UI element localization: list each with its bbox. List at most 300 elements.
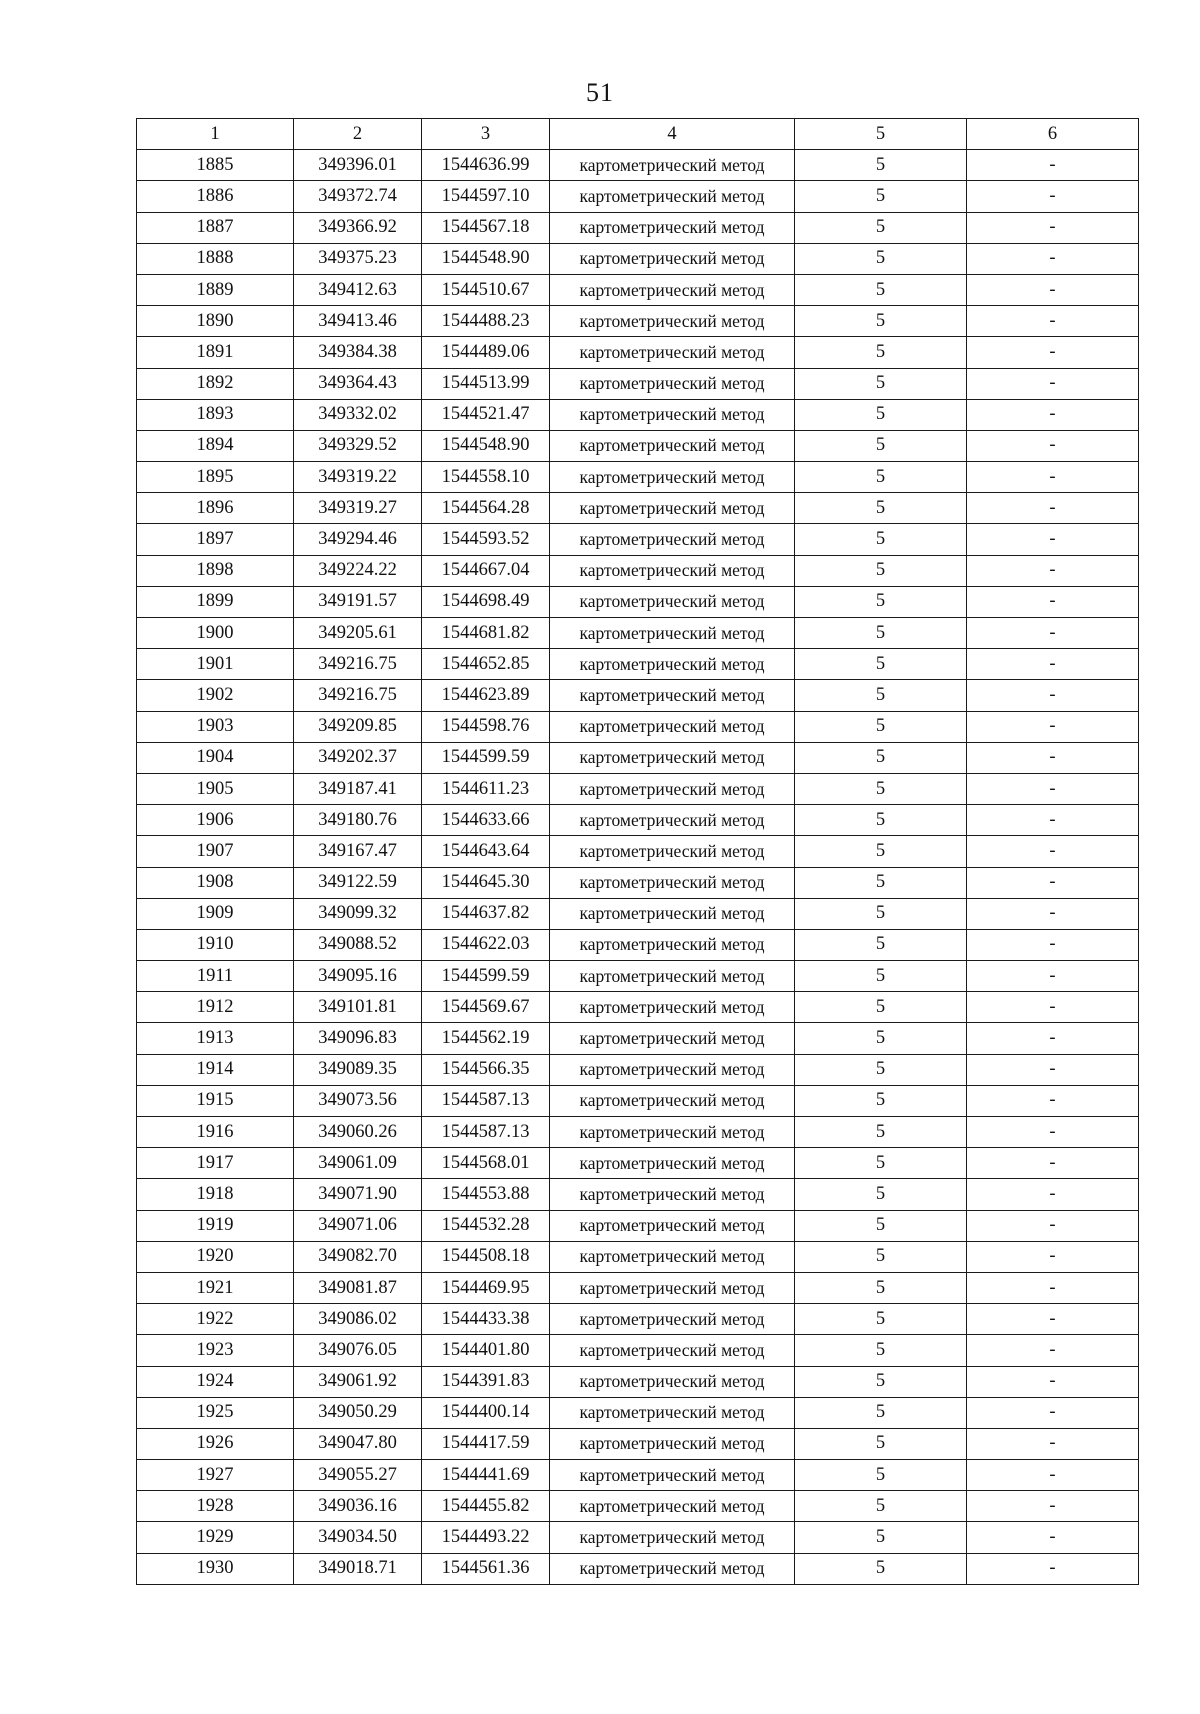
y-coordinate-cell: 1544587.13	[422, 1085, 550, 1116]
method-cell: картометрический метод	[550, 961, 795, 992]
accuracy-cell: 5	[795, 181, 967, 212]
x-coordinate-cell: 349086.02	[294, 1304, 422, 1335]
accuracy-cell: 5	[795, 337, 967, 368]
table-row	[137, 1397, 1139, 1428]
method-cell: картометрический метод	[550, 618, 795, 649]
point-number-cell: 1895	[137, 462, 294, 493]
y-coordinate-cell: 1544400.14	[422, 1397, 550, 1428]
accuracy-cell: 5	[795, 618, 967, 649]
point-number-cell: 1896	[137, 493, 294, 524]
accuracy-cell: 5	[795, 1241, 967, 1272]
accuracy-cell: 5	[795, 1335, 967, 1366]
method-cell: картометрический метод	[550, 524, 795, 555]
method-cell: картометрический метод	[550, 1179, 795, 1210]
method-cell: картометрический метод	[550, 555, 795, 586]
method-cell: картометрический метод	[550, 243, 795, 274]
page-number: 51	[586, 78, 614, 107]
table-row	[137, 649, 1139, 680]
y-coordinate-cell: 1544645.30	[422, 867, 550, 898]
point-number-cell: 1899	[137, 586, 294, 617]
y-coordinate-cell: 1544513.99	[422, 368, 550, 399]
x-coordinate-cell: 349205.61	[294, 618, 422, 649]
y-coordinate-cell: 1544433.38	[422, 1304, 550, 1335]
method-cell: картометрический метод	[550, 929, 795, 960]
table-row	[137, 992, 1139, 1023]
note-cell: -	[967, 555, 1139, 586]
y-coordinate-cell: 1544510.67	[422, 274, 550, 305]
point-number-cell: 1887	[137, 212, 294, 243]
x-coordinate-cell: 349167.47	[294, 836, 422, 867]
table-row	[137, 1117, 1139, 1148]
y-coordinate-cell: 1544488.23	[422, 306, 550, 337]
accuracy-cell: 5	[795, 867, 967, 898]
accuracy-cell: 5	[795, 773, 967, 804]
x-coordinate-cell: 349047.80	[294, 1428, 422, 1459]
accuracy-cell: 5	[795, 1179, 967, 1210]
method-cell: картометрический метод	[550, 1335, 795, 1366]
x-coordinate-cell: 349071.06	[294, 1210, 422, 1241]
point-number-cell: 1903	[137, 711, 294, 742]
method-cell: картометрический метод	[550, 493, 795, 524]
method-cell: картометрический метод	[550, 711, 795, 742]
note-cell: -	[967, 1397, 1139, 1428]
accuracy-cell: 5	[795, 1023, 967, 1054]
table-row	[137, 898, 1139, 929]
y-coordinate-cell: 1544636.99	[422, 150, 550, 181]
method-cell: картометрический метод	[550, 773, 795, 804]
x-coordinate-cell: 349384.38	[294, 337, 422, 368]
y-coordinate-cell: 1544598.76	[422, 711, 550, 742]
table-row	[137, 1085, 1139, 1116]
note-cell: -	[967, 1241, 1139, 1272]
accuracy-cell: 5	[795, 1366, 967, 1397]
table-row	[137, 306, 1139, 337]
method-cell: картометрический метод	[550, 1023, 795, 1054]
x-coordinate-cell: 349191.57	[294, 586, 422, 617]
x-coordinate-cell: 349088.52	[294, 929, 422, 960]
accuracy-cell: 5	[795, 836, 967, 867]
note-cell: -	[967, 1428, 1139, 1459]
y-coordinate-cell: 1544561.36	[422, 1553, 550, 1584]
point-number-cell: 1924	[137, 1366, 294, 1397]
point-number-cell: 1929	[137, 1522, 294, 1553]
note-cell: -	[967, 1335, 1139, 1366]
method-cell: картометрический метод	[550, 368, 795, 399]
table-row	[137, 1553, 1139, 1584]
method-cell: картометрический метод	[550, 1148, 795, 1179]
x-coordinate-cell: 349329.52	[294, 430, 422, 461]
y-coordinate-cell: 1544597.10	[422, 181, 550, 212]
y-coordinate-cell: 1544567.18	[422, 212, 550, 243]
x-coordinate-cell: 349180.76	[294, 805, 422, 836]
method-cell: картометрический метод	[550, 462, 795, 493]
method-cell: картометрический метод	[550, 150, 795, 181]
x-coordinate-cell: 349082.70	[294, 1241, 422, 1272]
y-coordinate-cell: 1544469.95	[422, 1272, 550, 1303]
point-number-cell: 1913	[137, 1023, 294, 1054]
y-coordinate-cell: 1544667.04	[422, 555, 550, 586]
method-cell: картометрический метод	[550, 1085, 795, 1116]
point-number-cell: 1898	[137, 555, 294, 586]
header-cell-col1: 1	[137, 119, 294, 150]
x-coordinate-cell: 349060.26	[294, 1117, 422, 1148]
accuracy-cell: 5	[795, 1491, 967, 1522]
accuracy-cell: 5	[795, 1522, 967, 1553]
table-row	[137, 368, 1139, 399]
method-cell: картометрический метод	[550, 1522, 795, 1553]
x-coordinate-cell: 349294.46	[294, 524, 422, 555]
note-cell: -	[967, 274, 1139, 305]
y-coordinate-cell: 1544698.49	[422, 586, 550, 617]
header-cell-col5: 5	[795, 119, 967, 150]
note-cell: -	[967, 649, 1139, 680]
accuracy-cell: 5	[795, 929, 967, 960]
y-coordinate-cell: 1544568.01	[422, 1148, 550, 1179]
y-coordinate-cell: 1544623.89	[422, 680, 550, 711]
note-cell: -	[967, 929, 1139, 960]
x-coordinate-cell: 349034.50	[294, 1522, 422, 1553]
x-coordinate-cell: 349366.92	[294, 212, 422, 243]
note-cell: -	[967, 1054, 1139, 1085]
method-cell: картометрический метод	[550, 1428, 795, 1459]
point-number-cell: 1927	[137, 1460, 294, 1491]
x-coordinate-cell: 349413.46	[294, 306, 422, 337]
accuracy-cell: 5	[795, 1085, 967, 1116]
accuracy-cell: 5	[795, 1054, 967, 1085]
point-number-cell: 1914	[137, 1054, 294, 1085]
point-number-cell: 1930	[137, 1553, 294, 1584]
method-cell: картометрический метод	[550, 1117, 795, 1148]
y-coordinate-cell: 1544493.22	[422, 1522, 550, 1553]
accuracy-cell: 5	[795, 430, 967, 461]
table-row	[137, 929, 1139, 960]
point-number-cell: 1906	[137, 805, 294, 836]
y-coordinate-cell: 1544681.82	[422, 618, 550, 649]
point-number-cell: 1905	[137, 773, 294, 804]
x-coordinate-cell: 349061.09	[294, 1148, 422, 1179]
point-number-cell: 1893	[137, 399, 294, 430]
y-coordinate-cell: 1544622.03	[422, 929, 550, 960]
y-coordinate-cell: 1544562.19	[422, 1023, 550, 1054]
accuracy-cell: 5	[795, 150, 967, 181]
table-row	[137, 524, 1139, 555]
method-cell: картометрический метод	[550, 181, 795, 212]
note-cell: -	[967, 399, 1139, 430]
x-coordinate-cell: 349073.56	[294, 1085, 422, 1116]
point-number-cell: 1885	[137, 150, 294, 181]
note-cell: -	[967, 368, 1139, 399]
note-cell: -	[967, 493, 1139, 524]
method-cell: картометрический метод	[550, 337, 795, 368]
table-row	[137, 1522, 1139, 1553]
y-coordinate-cell: 1544391.83	[422, 1366, 550, 1397]
accuracy-cell: 5	[795, 1553, 967, 1584]
note-cell: -	[967, 1210, 1139, 1241]
header-cell-col2: 2	[294, 119, 422, 150]
accuracy-cell: 5	[795, 368, 967, 399]
table-row	[137, 399, 1139, 430]
point-number-cell: 1909	[137, 898, 294, 929]
table-row	[137, 1210, 1139, 1241]
x-coordinate-cell: 349209.85	[294, 711, 422, 742]
x-coordinate-cell: 349319.27	[294, 493, 422, 524]
method-cell: картометрический метод	[550, 1241, 795, 1272]
point-number-cell: 1926	[137, 1428, 294, 1459]
note-cell: -	[967, 773, 1139, 804]
note-cell: -	[967, 1272, 1139, 1303]
method-cell: картометрический метод	[550, 898, 795, 929]
table-row	[137, 586, 1139, 617]
point-number-cell: 1889	[137, 274, 294, 305]
accuracy-cell: 5	[795, 1460, 967, 1491]
accuracy-cell: 5	[795, 462, 967, 493]
y-coordinate-cell: 1544548.90	[422, 243, 550, 274]
y-coordinate-cell: 1544548.90	[422, 430, 550, 461]
point-number-cell: 1900	[137, 618, 294, 649]
table-row	[137, 1179, 1139, 1210]
y-coordinate-cell: 1544508.18	[422, 1241, 550, 1272]
point-number-cell: 1928	[137, 1491, 294, 1522]
table-row	[137, 1460, 1139, 1491]
table-row	[137, 836, 1139, 867]
y-coordinate-cell: 1544643.64	[422, 836, 550, 867]
table-row	[137, 243, 1139, 274]
table-row	[137, 430, 1139, 461]
y-coordinate-cell: 1544417.59	[422, 1428, 550, 1459]
note-cell: -	[967, 1117, 1139, 1148]
note-cell: -	[967, 711, 1139, 742]
note-cell: -	[967, 150, 1139, 181]
x-coordinate-cell: 349122.59	[294, 867, 422, 898]
x-coordinate-cell: 349089.35	[294, 1054, 422, 1085]
note-cell: -	[967, 337, 1139, 368]
point-number-cell: 1904	[137, 742, 294, 773]
note-cell: -	[967, 680, 1139, 711]
y-coordinate-cell: 1544599.59	[422, 742, 550, 773]
method-cell: картометрический метод	[550, 805, 795, 836]
y-coordinate-cell: 1544521.47	[422, 399, 550, 430]
x-coordinate-cell: 349396.01	[294, 150, 422, 181]
point-number-cell: 1925	[137, 1397, 294, 1428]
table-row	[137, 337, 1139, 368]
note-cell: -	[967, 742, 1139, 773]
method-cell: картометрический метод	[550, 399, 795, 430]
table-row	[137, 1054, 1139, 1085]
table-row	[137, 181, 1139, 212]
table-row	[137, 462, 1139, 493]
point-number-cell: 1901	[137, 649, 294, 680]
x-coordinate-cell: 349216.75	[294, 680, 422, 711]
accuracy-cell: 5	[795, 1397, 967, 1428]
note-cell: -	[967, 1553, 1139, 1584]
table-row	[137, 618, 1139, 649]
accuracy-cell: 5	[795, 805, 967, 836]
x-coordinate-cell: 349319.22	[294, 462, 422, 493]
note-cell: -	[967, 243, 1139, 274]
x-coordinate-cell: 349332.02	[294, 399, 422, 430]
point-number-cell: 1912	[137, 992, 294, 1023]
point-number-cell: 1919	[137, 1210, 294, 1241]
y-coordinate-cell: 1544599.59	[422, 961, 550, 992]
table-row	[137, 1148, 1139, 1179]
x-coordinate-cell: 349216.75	[294, 649, 422, 680]
note-cell: -	[967, 1179, 1139, 1210]
method-cell: картометрический метод	[550, 274, 795, 305]
y-coordinate-cell: 1544587.13	[422, 1117, 550, 1148]
accuracy-cell: 5	[795, 649, 967, 680]
x-coordinate-cell: 349071.90	[294, 1179, 422, 1210]
point-number-cell: 1922	[137, 1304, 294, 1335]
point-number-cell: 1916	[137, 1117, 294, 1148]
accuracy-cell: 5	[795, 1117, 967, 1148]
note-cell: -	[967, 961, 1139, 992]
accuracy-cell: 5	[795, 212, 967, 243]
table-row	[137, 493, 1139, 524]
table-row	[137, 1272, 1139, 1303]
x-coordinate-cell: 349101.81	[294, 992, 422, 1023]
note-cell: -	[967, 306, 1139, 337]
accuracy-cell: 5	[795, 1428, 967, 1459]
x-coordinate-cell: 349055.27	[294, 1460, 422, 1491]
y-coordinate-cell: 1544489.06	[422, 337, 550, 368]
point-number-cell: 1891	[137, 337, 294, 368]
x-coordinate-cell: 349095.16	[294, 961, 422, 992]
point-number-cell: 1894	[137, 430, 294, 461]
accuracy-cell: 5	[795, 306, 967, 337]
table-row	[137, 150, 1139, 181]
method-cell: картометрический метод	[550, 586, 795, 617]
note-cell: -	[967, 586, 1139, 617]
x-coordinate-cell: 349076.05	[294, 1335, 422, 1366]
table-row	[137, 274, 1139, 305]
accuracy-cell: 5	[795, 1210, 967, 1241]
accuracy-cell: 5	[795, 586, 967, 617]
x-coordinate-cell: 349375.23	[294, 243, 422, 274]
point-number-cell: 1923	[137, 1335, 294, 1366]
x-coordinate-cell: 349202.37	[294, 742, 422, 773]
method-cell: картометрический метод	[550, 306, 795, 337]
method-cell: картометрический метод	[550, 867, 795, 898]
x-coordinate-cell: 349099.32	[294, 898, 422, 929]
y-coordinate-cell: 1544569.67	[422, 992, 550, 1023]
table-row	[137, 1491, 1139, 1522]
header-cell-col6: 6	[967, 119, 1139, 150]
accuracy-cell: 5	[795, 524, 967, 555]
method-cell: картометрический метод	[550, 742, 795, 773]
note-cell: -	[967, 898, 1139, 929]
table-row	[137, 1023, 1139, 1054]
table-row	[137, 680, 1139, 711]
table-row	[137, 1241, 1139, 1272]
point-number-cell: 1910	[137, 929, 294, 960]
accuracy-cell: 5	[795, 1148, 967, 1179]
point-number-cell: 1890	[137, 306, 294, 337]
point-number-cell: 1897	[137, 524, 294, 555]
point-number-cell: 1907	[137, 836, 294, 867]
method-cell: картометрический метод	[550, 1366, 795, 1397]
y-coordinate-cell: 1544401.80	[422, 1335, 550, 1366]
table-row	[137, 742, 1139, 773]
table-row	[137, 212, 1139, 243]
note-cell: -	[967, 430, 1139, 461]
table-row	[137, 1304, 1139, 1335]
method-cell: картометрический метод	[550, 836, 795, 867]
x-coordinate-cell: 349187.41	[294, 773, 422, 804]
note-cell: -	[967, 212, 1139, 243]
point-number-cell: 1917	[137, 1148, 294, 1179]
note-cell: -	[967, 992, 1139, 1023]
note-cell: -	[967, 1522, 1139, 1553]
method-cell: картометрический метод	[550, 1397, 795, 1428]
accuracy-cell: 5	[795, 555, 967, 586]
note-cell: -	[967, 867, 1139, 898]
y-coordinate-cell: 1544652.85	[422, 649, 550, 680]
point-number-cell: 1918	[137, 1179, 294, 1210]
note-cell: -	[967, 181, 1139, 212]
y-coordinate-cell: 1544441.69	[422, 1460, 550, 1491]
table-row	[137, 867, 1139, 898]
y-coordinate-cell: 1544566.35	[422, 1054, 550, 1085]
accuracy-cell: 5	[795, 898, 967, 929]
y-coordinate-cell: 1544593.52	[422, 524, 550, 555]
note-cell: -	[967, 1085, 1139, 1116]
method-cell: картометрический метод	[550, 430, 795, 461]
y-coordinate-cell: 1544611.23	[422, 773, 550, 804]
method-cell: картометрический метод	[550, 649, 795, 680]
table-row	[137, 711, 1139, 742]
accuracy-cell: 5	[795, 1304, 967, 1335]
method-cell: картометрический метод	[550, 1553, 795, 1584]
method-cell: картометрический метод	[550, 1304, 795, 1335]
x-coordinate-cell: 349036.16	[294, 1491, 422, 1522]
x-coordinate-cell: 349224.22	[294, 555, 422, 586]
point-number-cell: 1902	[137, 680, 294, 711]
note-cell: -	[967, 618, 1139, 649]
x-coordinate-cell: 349372.74	[294, 181, 422, 212]
note-cell: -	[967, 462, 1139, 493]
note-cell: -	[967, 836, 1139, 867]
method-cell: картометрический метод	[550, 1054, 795, 1085]
header-cell-col3: 3	[422, 119, 550, 150]
method-cell: картометрический метод	[550, 1272, 795, 1303]
note-cell: -	[967, 1460, 1139, 1491]
note-cell: -	[967, 1023, 1139, 1054]
method-cell: картометрический метод	[550, 1491, 795, 1522]
accuracy-cell: 5	[795, 680, 967, 711]
accuracy-cell: 5	[795, 274, 967, 305]
accuracy-cell: 5	[795, 711, 967, 742]
point-number-cell: 1908	[137, 867, 294, 898]
point-number-cell: 1921	[137, 1272, 294, 1303]
accuracy-cell: 5	[795, 742, 967, 773]
table-header-row	[137, 119, 1139, 150]
accuracy-cell: 5	[795, 493, 967, 524]
table-row	[137, 1428, 1139, 1459]
y-coordinate-cell: 1544633.66	[422, 805, 550, 836]
x-coordinate-cell: 349050.29	[294, 1397, 422, 1428]
point-number-cell: 1911	[137, 961, 294, 992]
point-number-cell: 1888	[137, 243, 294, 274]
table-row	[137, 555, 1139, 586]
note-cell: -	[967, 524, 1139, 555]
y-coordinate-cell: 1544553.88	[422, 1179, 550, 1210]
method-cell: картометрический метод	[550, 1210, 795, 1241]
x-coordinate-cell: 349018.71	[294, 1553, 422, 1584]
x-coordinate-cell: 349412.63	[294, 274, 422, 305]
accuracy-cell: 5	[795, 992, 967, 1023]
x-coordinate-cell: 349081.87	[294, 1272, 422, 1303]
y-coordinate-cell: 1544558.10	[422, 462, 550, 493]
